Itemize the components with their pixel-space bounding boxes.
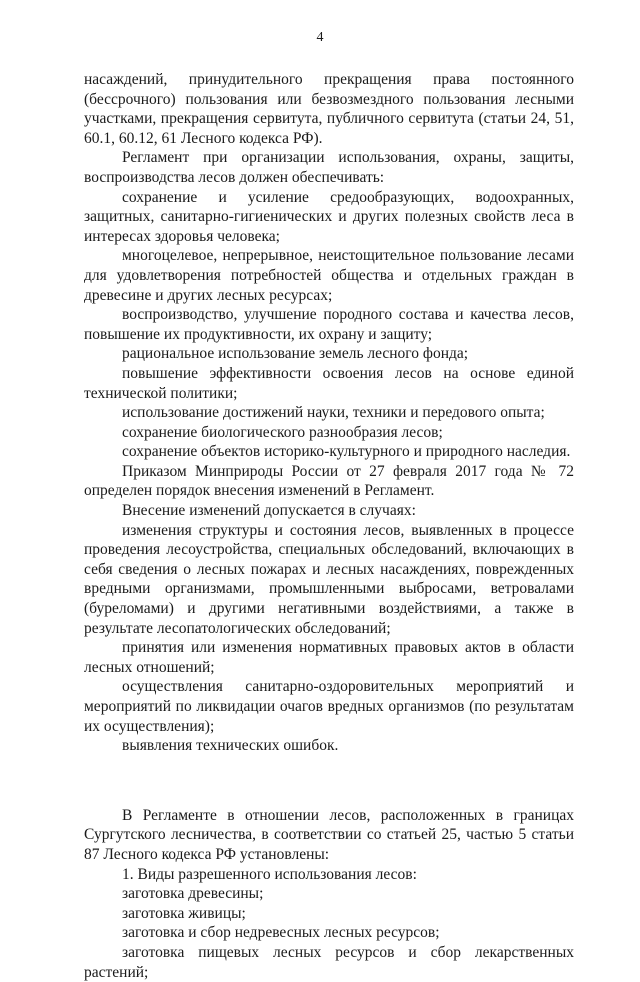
paragraph: осуществления санитарно-оздоровительных мероприятий и мероприятий по ликвидации очагов вредных организмов (по результатам их осуществления); bbox=[84, 678, 574, 735]
paragraph: Внесение изменений допускается в случаях: bbox=[122, 502, 416, 520]
paragraph: выявления технических ошибок. bbox=[122, 737, 339, 755]
page-number: 4 bbox=[316, 30, 324, 45]
paragraph: Приказом Минприроды России от 27 февраля 2017 года № 72 определен порядок внесения изменений в Регламент. bbox=[84, 462, 574, 500]
paragraph: многоцелевое, непрерывное, неистощительное пользование лесами для удовлетворения потребностей общества и отдельных граждан в древесине и других лесных ресурсах; bbox=[84, 247, 574, 304]
paragraph: сохранение объектов историко-культурного и природного наследия. bbox=[122, 443, 571, 461]
paragraph: сохранение и усиление средообразующих, водоохранных, защитных, санитарно-гигиенических и других полезных свойств леса в интересах здоровья человека; bbox=[84, 188, 574, 245]
paragraph: изменения структуры и состояния лесов, выявленных в процессе проведения лесоустройства, специальных обследований, включающих в себя сведения о лесных пожарах и лесных насаждениях, поврежденных вредными организмами, промышленными выбросами, ветровалами (буреломами) и другими негативными воздействиями, а также в результате лесопатологических обследований; bbox=[84, 521, 574, 637]
paragraph: повышение эффективности освоения лесов на основе единой технической политики; bbox=[84, 364, 574, 402]
paragraph: сохранение биологического разнообразия лесов; bbox=[122, 423, 443, 441]
paragraph: заготовка и сбор недревесных лесных ресурсов; bbox=[122, 924, 440, 942]
paragraph: использование достижений науки, техники и передового опыта; bbox=[122, 404, 545, 422]
paragraph: насаждений, принудительного прекращения права постоянного (бессрочного) пользования или безвозмездного пользования лесными участками, прекращения сервитута, публичного сервитута (статьи 24, 51, 60.1, 60.12, 61 Лесного кодекса РФ). bbox=[84, 71, 574, 147]
paragraph-spacer bbox=[84, 771, 574, 790]
paragraph: заготовка древесины; bbox=[122, 885, 264, 903]
paragraph: воспроизводство, улучшение породного состава и качества лесов, повышение их продуктивности, их охрану и защиту; bbox=[84, 306, 574, 343]
paragraph: 1. Виды разрешенного использования лесов: bbox=[122, 865, 417, 883]
paragraph: Регламент при организации использования, охраны, защиты, воспроизводства лесов должен обеспечивать: bbox=[84, 149, 574, 186]
paragraph: В Регламенте в отношении лесов, расположенных в границах Сургутского лесничества, в соответствии со статьей 25, частью 5 статьи 87 Лесного кодекса РФ установлены: bbox=[84, 806, 574, 863]
paragraph: рациональное использование земель лесного фонда; bbox=[122, 345, 469, 363]
paragraph: заготовка живицы; bbox=[122, 904, 246, 922]
document-body bbox=[84, 70, 574, 982]
paragraph: заготовка пищевых лесных ресурсов и сбор лекарственных растений; bbox=[84, 943, 574, 981]
paragraph: принятия или изменения нормативных правовых актов в области лесных отношений; bbox=[84, 639, 574, 676]
